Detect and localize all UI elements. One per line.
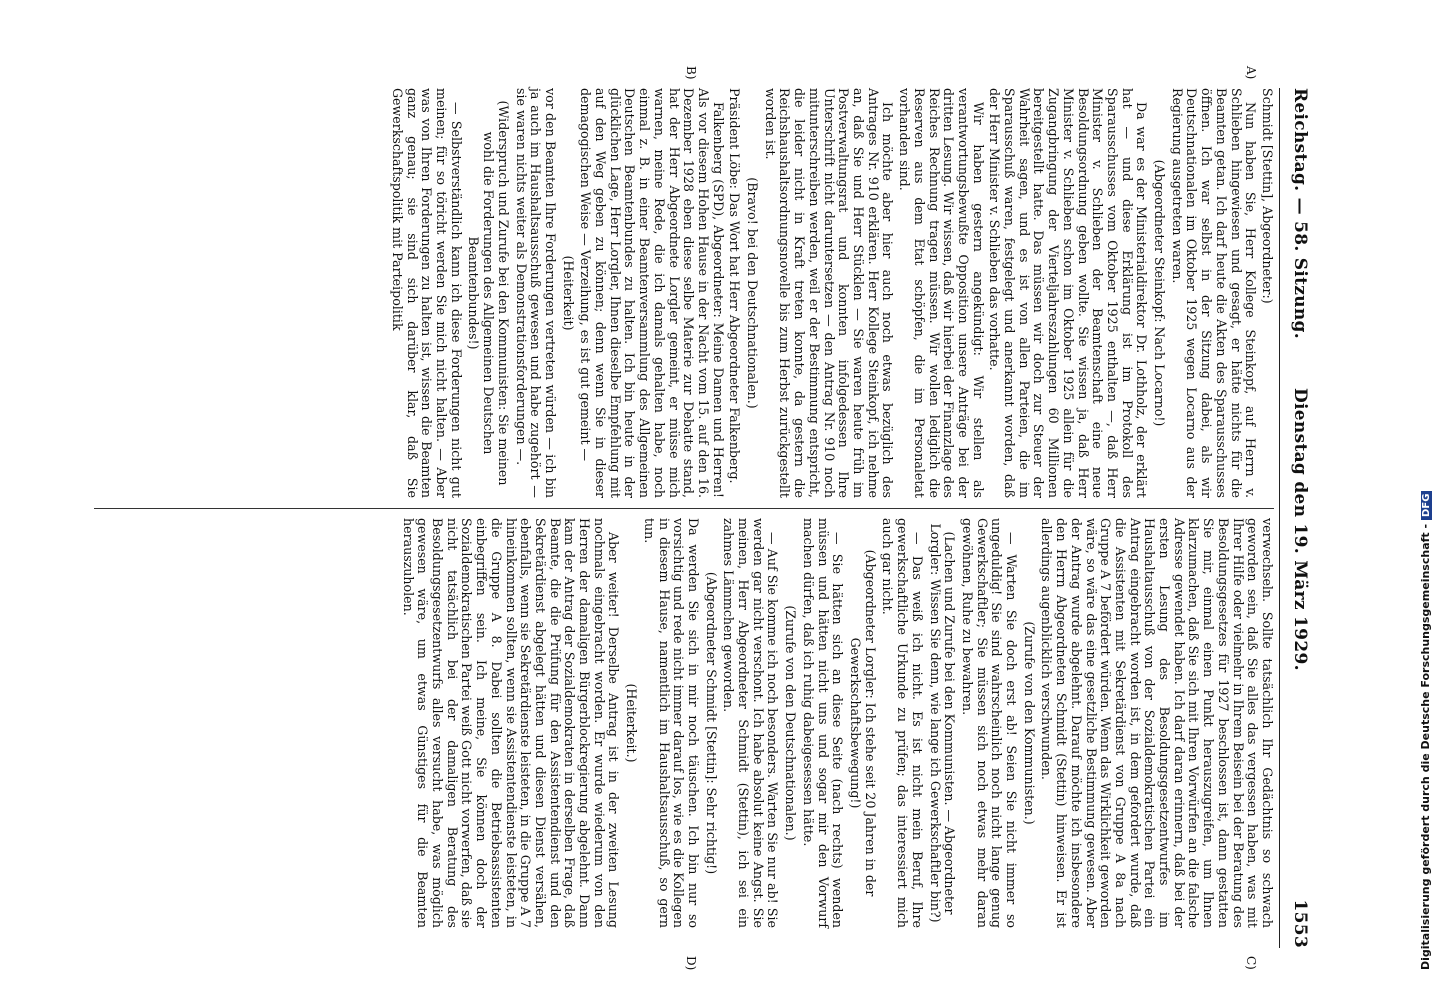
left_column-paragraph: (Bravo! bei den Deutschnationalen.) <box>745 177 761 409</box>
right_column-paragraph: Aber weiter! Derselbe Antrag ist in der zweiten Lesung nochmals eingebracht worden. Er wurde wiederum von den Herren der damaligen Bürgerblockregierung abgelehnt. Dann kam der Antrag der Sozialdemokraten in derselben Frage, daß Beamte, die die Prüfung für den Assistentendienst und den Sekretärdienst abgelegt hätten und diesen Dienst versähen, ebenfalls, wenn sie Sekretärdienste leisteten, in die Gruppe A 7 hineinkommen sollten, wenn sie Assistentendienste leisteten, in die Gruppe A 8. Dabei sollten die Betriebsassistenten einbegriffen sein. Ich meine, Sie können doch der Sozialdemokratischen Partei weiß Gott nicht vorwerfen, daß sie nicht tatsächlich bei der damaligen Beratung des Besoldungsgesetzentwurfs alles versucht habe, was möglich gewesen wäre, um etwas Günstiges für die Beamten herauszuholen. <box>400 518 622 928</box>
left_column-paragraph: Falkenberg (SPD), Abgeordneter: Meine Damen und Herren! Als vor diesem Hohen Hause in der Nacht vom 15. auf den 16. Dezember 1928 eben diese selbe Materie zur Debatte stand, hat der Herr Abgeordnete Lorgler gemeint, er müsse mich warnen, meine Rede, die ich damals gehalten habe, noch einmal z. B. in einer Beamtenversammlung des Allgemeinen Deutschen Beamtenbundes zu halten. Ich bin heute in der glücklichen Lage, Herr Lorgler, Ihnen dieselbe Empfehlung mit auf den Weg geben zu können; denn wenn Sie in dieser demagogischen Weise — Verzeihung, es ist gut gemeint — <box>578 88 726 498</box>
right_column-paragraph: (Abgeordneter Lorgler: Ich stehe seit 20 Jahren in der Gewerkschaftsbewegung!) <box>848 549 878 897</box>
header-rule <box>1279 88 1280 948</box>
right_column-paragraph: — Auf Sie komme ich noch besonders. Warten Sie nur ab! Sie werden gar nicht verschont. Ich habe absolut keine Angst. Sie meinen, Herr Abgeordneter Schmidt (Stettin), ich sei ein zahmes Lämmchen geworden. <box>721 518 781 928</box>
right_column-paragraph: (Zurufe von den Deutschnationalen.) <box>783 605 799 841</box>
page-number: 1553 <box>1290 899 1310 948</box>
left_column-paragraph: Da war es der Ministerialdirektor Dr. Lothholz, der erklärt hat — und diese Erklärung ist im Protokoll des Sparausschusses vom Oktober 1925 enthalten —, daß Herr Minister v. Schlieben der Beamtenschaft eine neue Besoldungsordnung geben wollte. Sie wissen ja, daß Herr Minister v. Schlieben schon im Oktober 1925 allein für die Zugangbringung der Vierteljahreszahlungen 60 Millionen bereitgestellt hatte. Das müssen wir doch zur Steuer der Wahrheit sagen, und es ist von allen Parteien, die im Sparausschuß waren, festgelegt und anerkannt worden, daß der Herr Minister v. Schlieben das vorhatte. <box>987 88 1150 498</box>
dfg-logo: DFG <box>1421 491 1432 520</box>
left_column-paragraph: Präsident Löbe: Das Wort hat Herr Abgeordneter Falkenberg. <box>727 88 743 484</box>
right_column-paragraph: verwechseln. Sollte tatsächlich Ihr Gedächtnis so schwach geworden sein, daß Sie alles das vergessen haben, was mit Ihrer Hilfe oder vielmehr in Ihrem Beisein bei der Beratung des Besoldungsgesetzes für 1927 beschlossen ist, dann gestatten Sie mir, einmal einen Punkt herauszugreifen, um Ihnen klarzumachen, daß Sie sich mit Ihren Vorwürfen an die falsche Adresse gewendet haben. Ich darf daran erinnern, daß bei der ersten Lesung des Besoldungsgesetzentwurfes im Haushaltausschuß von der Sozialdemokratischen Partei ein Antrag eingebracht worden ist, in dem gefordert wurde, daß die Assistenten mit Sekretärdienst von Gruppe A 8a nach Gruppe A 7 befördert würden. Wenn das Wirklichkeit geworden wäre, so wäre das eine gesetzliche Bestimmung gewesen. Aber der Antrag wurde abgelehnt. Darauf möchte ich insbesondere den Herrn Abgeordneten Schmidt (Stettin) hinweisen. Er ist allerdings augenblicklich verschwunden. <box>1039 518 1275 928</box>
side-notice-text <box>1419 70 1432 970</box>
right_column-paragraph: — Das weiß ich nicht. Es ist nicht mein Beruf, Ihre gewerkschaftliche Urkunde zu prüfen; das interessiert mich auch gar nicht. <box>880 518 925 928</box>
left_column-paragraph: Ich möchte aber hier auch noch etwas bezüglich des Antrages Nr. 910 erklären. Herr Kollege Steinkopf, ich nehme an, daß Sie und Herr Stücklen — Sie waren heute früh im Postverwaltungsrat und konnten infolgedessen Ihre Unterschrift nicht daruntersetzen — den Antrag Nr. 910 noch mitunterschreiben werden, weil er der Bestimmung entspricht, die leider nicht in Kraft treten konnte, da gestern die Reichshaushaltsordnungsnovelle bis zum Herbst zurückgestellt worden ist. <box>762 88 896 498</box>
left_column-paragraph: Schmidt [Stettin], Abgeordneter:) <box>1260 88 1275 304</box>
left_column-paragraph: Nun haben Sie, Herr Kollege Steinkopf, auf Herrn v. Schlieben hingewiesen und gesagt, er hätte nichts für die Beamten getan. Ich darf heute die Akten des Sparausschusses öffnen. Ich war selbst in der Sitzung dabei, als wir Deutschnationalen im Oktober 1925 wegen Locarno aus der Regierung ausgetreten waren. <box>1169 88 1259 498</box>
right_column-paragraph: Da werden Sie sich in mir noch täuschen. Ich bin nur so vorsichtig und rede nicht immer darauf los, wie es die Kollegen in diesem Hause, namentlich im Haushaltsausschuß, so gern tun. <box>641 518 701 928</box>
left-column <box>387 88 1274 498</box>
margin-mark-d: D) <box>684 956 698 971</box>
left_column-paragraph: — Selbstverständlich kann ich diese Forderungen nicht gut meinen; für so töricht werden Sie mich nicht halten. — Aber was von Ihren Forderungen zu halten ist, wissen die Beamten ganz genau; sie sind sich darüber klar, daß Sie Gewerkschaftspolitik mit Parteipolitik <box>389 88 464 498</box>
left_column-paragraph: (Widerspruch und Zurufe bei den Kommunisten: Sie meinen wohl die Forderungen des Allgemeinen Deutschen Beamtenbundes!) <box>466 100 511 486</box>
side-notice <box>1417 60 1433 970</box>
right_column-paragraph: (Abgeordneter Schmidt [Stettin]: Sehr richtig!) <box>703 571 719 875</box>
header-center: Dienstag den 19. März 1929. <box>1290 388 1310 671</box>
left_column-paragraph: (Abgeordneter Steinkopf: Nach Locarno!) <box>1152 159 1168 427</box>
left_column-paragraph: Wir haben gestern angekündigt: Wir stellen als verantwortungsbewußte Opposition unsere Anträge bei der dritten Lesung. Wir wissen, daß wir hierbei der Finanzlage des Reiches Rechnung tragen müssen. Wir wollen lediglich die Reserven aus dem Etat schöpfen, die im Personaletat vorhanden sind. <box>897 88 986 498</box>
left_column-paragraph: (Heiterkeit) <box>560 255 576 331</box>
margin-mark-b: B) <box>684 66 698 80</box>
side-notice-label: Digitalisierung gefördert durch die Deutsche Forschungsgemeinschaft - <box>1419 523 1432 970</box>
left_column-paragraph: vor den Beamten Ihre Forderungen vertreten würden — ich bin ja auch im Haushaltsausschuß gewesen und habe zugehört — sie waren nichts weiter als Demonstrationsforderungen —. <box>513 88 558 498</box>
right_column-paragraph: (Heiterkeit.) <box>624 683 640 763</box>
rotated-page <box>88 66 1318 971</box>
right-column <box>398 518 1274 928</box>
right_column-paragraph: (Lachen und Zurufe bei den Kommunisten. — Abgeordneter Lorgler: Wissen Sie denn, wie lange ich Gewerkschaftler bin?) <box>927 523 958 923</box>
right_column-paragraph: — Warten Sie doch erst ab! Seien Sie nicht immer so ungeduldig! Sie sind wahrscheinlich noch nicht lange genug Gewerkschaftler; Sie müssen sich noch etwas mehr daran gewöhnen, Ruhe zu bewahren. <box>959 518 1020 928</box>
page-header <box>1278 88 1318 948</box>
header-left: Reichstag. — 58. Sitzung. <box>1290 88 1310 339</box>
margin-mark-c: C) <box>1244 956 1258 970</box>
margin-mark-a: A) <box>1244 66 1258 80</box>
right_column-paragraph: — Sie hätten sich an diese Seite (nach rechts) wenden müssen und hätten nicht uns und sogar mir den Vorwurf machen dürfen, daß ich ruhig dabeigesessen hätte. <box>800 518 846 928</box>
right_column-paragraph: (Zurufe von den Kommunisten.) <box>1021 621 1037 825</box>
column-divider <box>94 508 1274 509</box>
